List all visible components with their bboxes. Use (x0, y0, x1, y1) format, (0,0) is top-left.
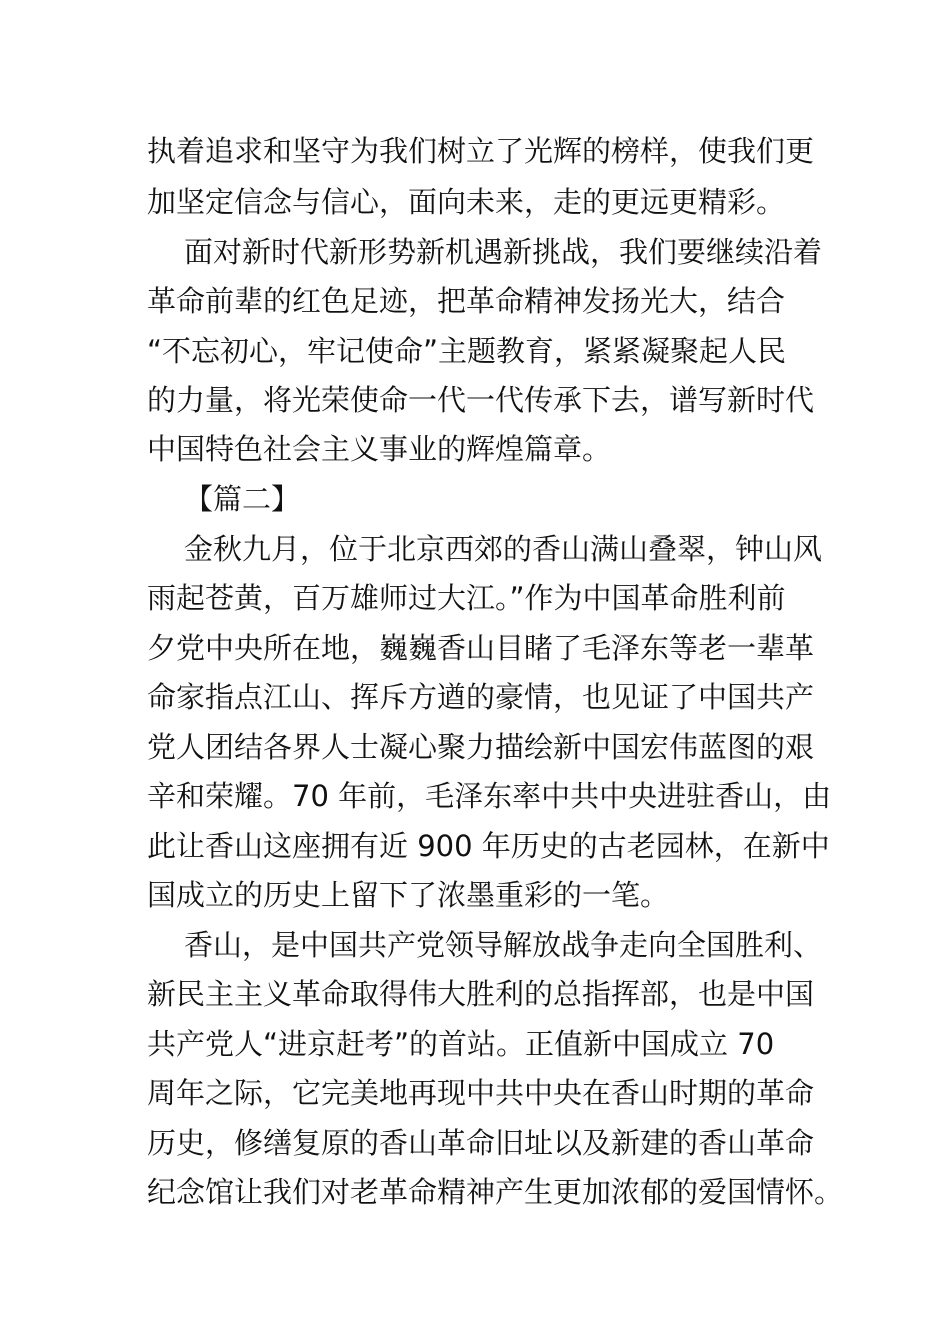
text-line: 中国特色社会主义事业的辉煌篇章。 (147, 432, 612, 466)
text-line: 党人团结各界人士凝心聚力描绘新中国宏伟蓝图的艰 (147, 730, 815, 764)
text-line: 雨起苍黄，百万雄师过大江。”作为中国革命胜利前 (147, 581, 786, 615)
text-line: 的力量，将光荣使命一代一代传承下去，谱写新时代 (147, 383, 815, 417)
text-line: 共产党人“进京赶考”的首站。正值新中国成立 70 (147, 1027, 775, 1061)
paragraph-start-line: 香山，是中国共产党领导解放战争走向全国胜利、 (184, 928, 823, 962)
text-line: 命家指点江山、挥斥方遒的豪情，也见证了中国共产 (147, 680, 815, 714)
text-line: “不忘初心，牢记使命”主题教育，紧紧凝聚起人民 (147, 334, 787, 368)
text-line: 周年之际，它完美地再现中共中央在香山时期的革命 (147, 1076, 815, 1110)
text-line: 夕党中央所在地，巍巍香山目睹了毛泽东等老一辈革 (147, 631, 815, 665)
text-line: 此让香山这座拥有近 900 年历史的古老园林，在新中 (147, 829, 830, 863)
text-line: 国成立的历史上留下了浓墨重彩的一笔。 (147, 878, 670, 912)
text-line: 新民主主义革命取得伟大胜利的总指挥部，也是中国 (147, 977, 815, 1011)
text-line: 历史，修缮复原的香山革命旧址以及新建的香山革命 (147, 1126, 815, 1160)
paragraph-start-line: 面对新时代新形势新机遇新挑战，我们要继续沿着 (184, 235, 823, 269)
paragraph-start-line: 金秋九月，位于北京西郊的香山满山叠翠，钟山风 (184, 532, 823, 566)
text-line: 辛和荣耀。70 年前，毛泽东率中共中央进驻香山，由 (147, 779, 832, 813)
text-line: 执着追求和坚守为我们树立了光辉的榜样，使我们更 (147, 134, 815, 168)
text-line: 革命前辈的红色足迹，把革命精神发扬光大，结合 (147, 284, 786, 318)
text-line: 纪念馆让我们对老革命精神产生更加浓郁的爱国情怀。 (147, 1175, 844, 1209)
text-line: 加坚定信念与信心，面向未来，走的更远更精彩。 (147, 185, 786, 219)
section-heading: 【篇二】 (184, 482, 301, 516)
